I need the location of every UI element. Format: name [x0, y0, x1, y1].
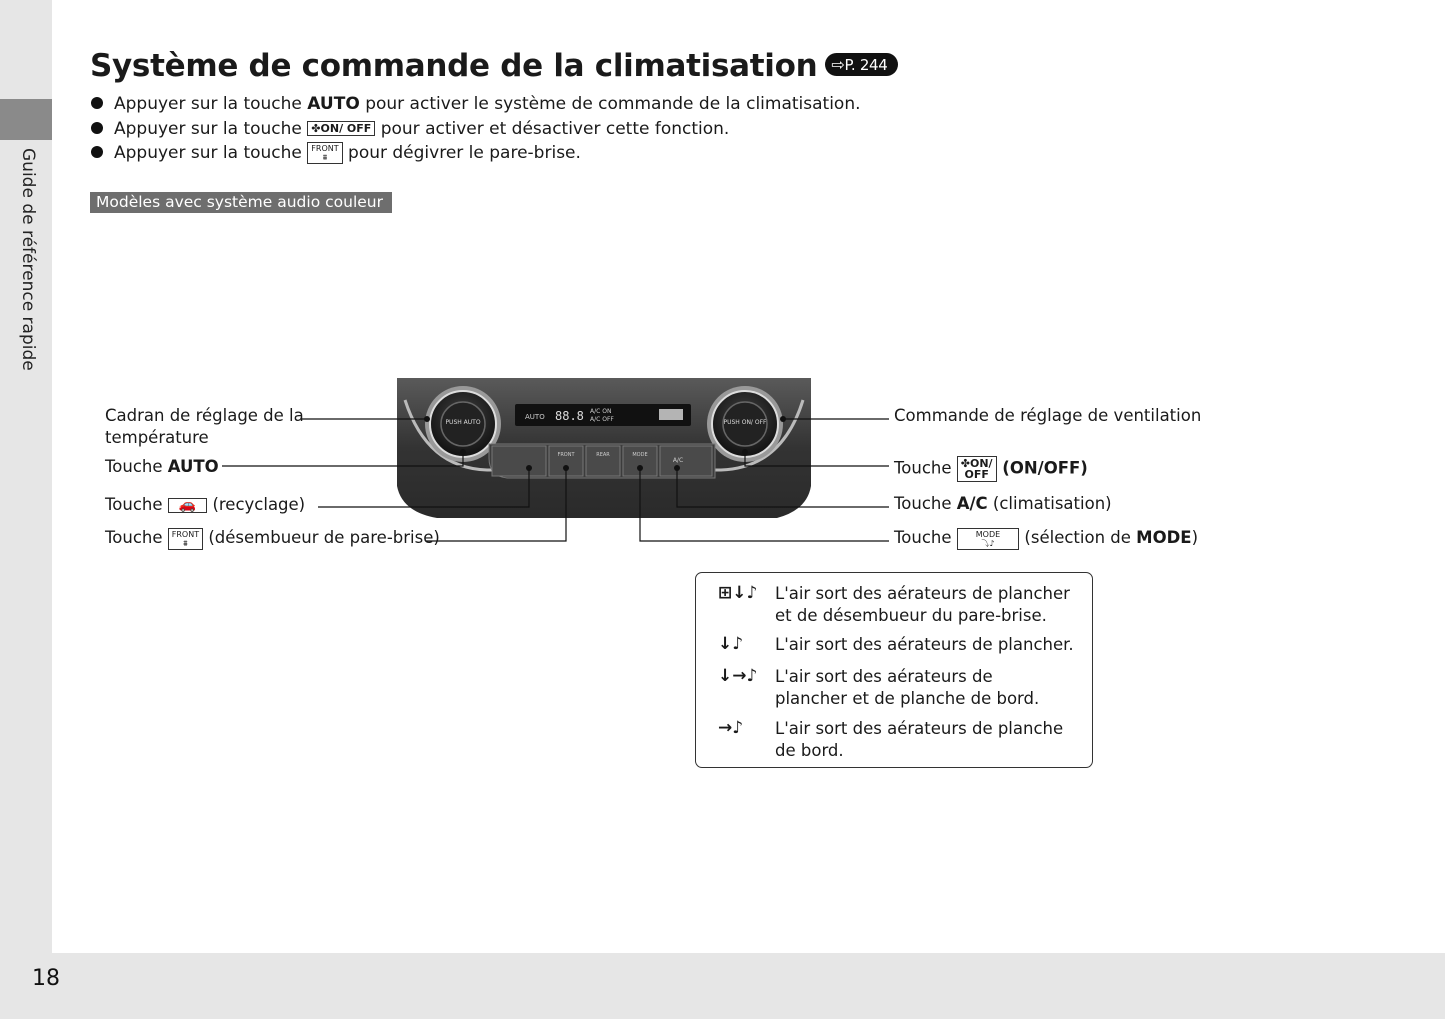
front-label: FRONT — [557, 452, 575, 458]
airflow-legend: ⊞↓♪ L'air sort des aérateurs de plancher et de désembueur du pare-brise. ↓♪ L'air sort des aérateurs de plancher. ↓→♪ L'air sort des aérateurs de plancher et de planche de bord. →♪ L'air sort des aérateurs de planche de bord. — [695, 572, 1093, 768]
display-auto: AUTO — [525, 413, 545, 421]
floor-dash-icon: ↓→♪ — [718, 666, 758, 686]
dash-icon: →♪ — [718, 718, 744, 738]
models-tag: Modèles avec système audio couleur — [90, 192, 392, 213]
ac-callout: Touche A/C (climatisation) — [894, 494, 1112, 513]
list-item: Appuyer sur la touche FRONT ⩩ pour dégivrer le pare-brise. — [90, 141, 861, 166]
recycle-car-icon: 🚗 — [168, 498, 207, 513]
mode-label: MODE — [632, 452, 648, 458]
display-ac-on: A/C ON — [590, 408, 612, 415]
fan-onoff-key-icon: ✤ON/ OFF — [957, 456, 997, 482]
display-temp: 88.8 — [555, 409, 584, 423]
reference-arrow-icon: ⇨ — [831, 55, 845, 74]
sidebar-label: Guide de référence rapide — [18, 148, 38, 371]
temp-dial-callout: Cadran de réglage de la température — [105, 406, 304, 447]
page-title: Système de commande de la climatisation ⇨P. 244 — [90, 48, 898, 84]
display-ac-off: A/C OFF — [590, 416, 614, 423]
list-item: Appuyer sur la touche AUTO pour activer le système de commande de la climatisation. — [90, 92, 861, 117]
ac-label: A/C — [672, 457, 684, 464]
mode-callout: Touche MODE ⤵♪ (sélection de MODE) — [894, 528, 1199, 548]
auto-callout: Touche AUTO — [105, 457, 219, 476]
mode-key-icon: MODE ⤵♪ — [957, 528, 1019, 550]
fan-control-callout: Commande de réglage de ventilation — [894, 406, 1202, 425]
fan-onoff-key-icon: ✤ON/ OFF — [307, 121, 375, 136]
onoff-callout: Touche ✤ON/ OFF (ON/OFF) — [894, 457, 1088, 481]
page-reference[interactable]: ⇨P. 244 — [825, 53, 897, 76]
floor-icon: ↓♪ — [718, 634, 744, 654]
knob-left-label: PUSH AUTO — [445, 419, 481, 426]
list-item: Appuyer sur la touche ✤ON/ OFF pour activer et désactiver cette fonction. — [90, 117, 861, 142]
defrost-callout: Touche FRONT ⩩ (désembueur de pare-brise) — [105, 528, 440, 548]
front-defrost-key-icon: FRONT ⩩ — [307, 142, 342, 164]
front-defrost-key-icon: FRONT ⩩ — [168, 528, 203, 550]
recycle-callout: Touche 🚗 (recyclage) — [105, 495, 306, 514]
knob-right-label: PUSH ON/ OFF — [723, 419, 767, 426]
defrost-floor-icon: ⊞↓♪ — [718, 583, 758, 603]
rear-label: REAR — [596, 452, 610, 458]
page-number: 18 — [32, 966, 60, 991]
